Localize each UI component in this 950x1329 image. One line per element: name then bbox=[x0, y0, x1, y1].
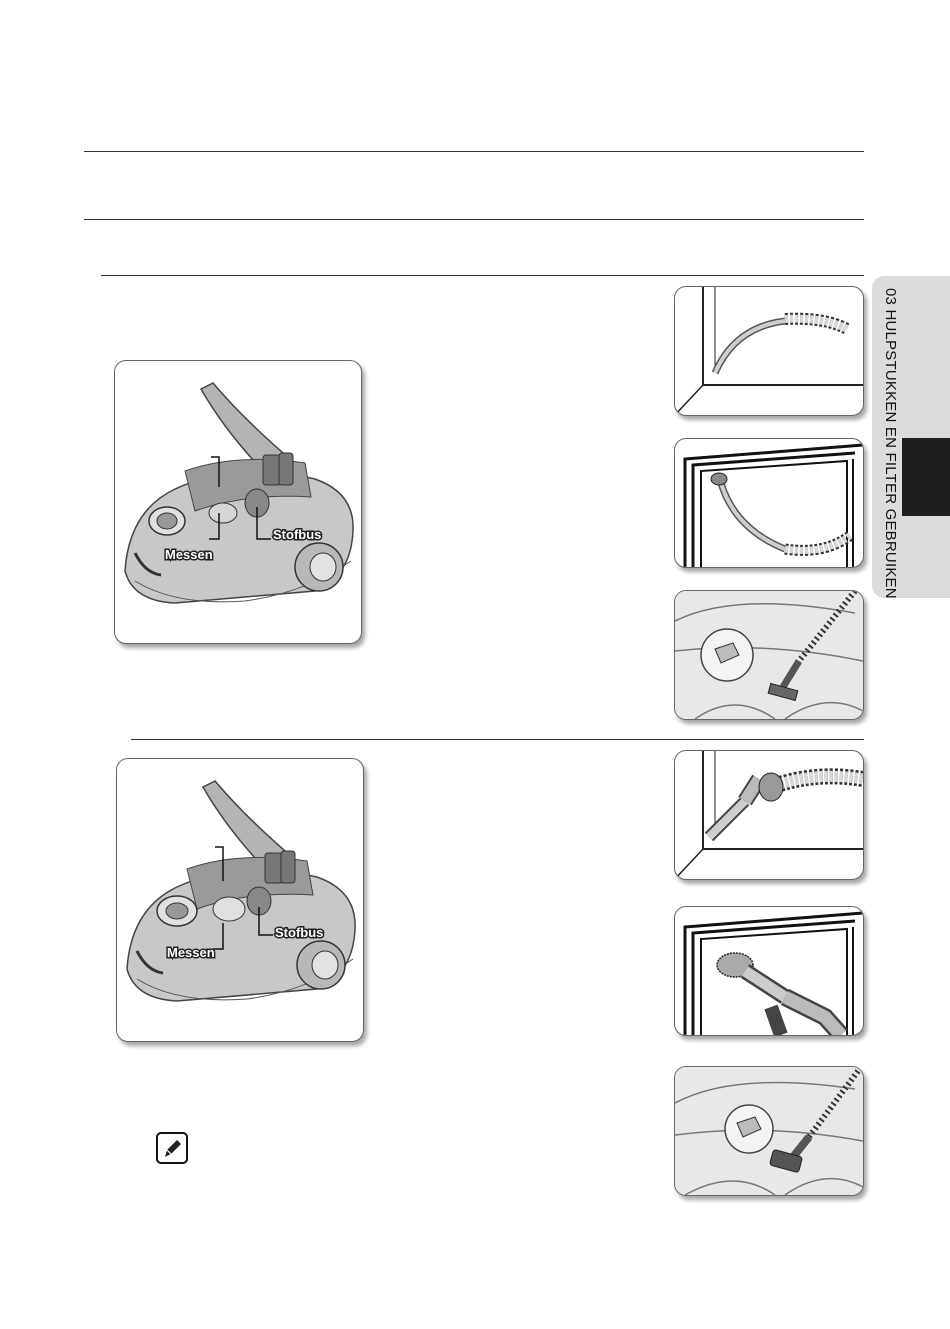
upholstery-tool-sofa-illustration-1 bbox=[674, 590, 864, 720]
crevice-tool-corner-illustration-2 bbox=[674, 750, 864, 880]
label-stofbus-top: Stofbus bbox=[273, 527, 322, 542]
header-rule-bottom bbox=[84, 219, 864, 220]
upholstery-tool-sofa-illustration-2 bbox=[674, 1066, 864, 1196]
vacuum-illustration-top bbox=[115, 361, 361, 643]
vacuum-illustration-bottom bbox=[117, 759, 363, 1041]
chapter-tab-label: 03 HULPSTUKKEN EN FILTER GEBRUIKEN bbox=[882, 288, 899, 599]
label-messen-bottom: Messen bbox=[167, 945, 215, 960]
crevice-tool-corner-illustration-1 bbox=[674, 286, 864, 416]
header-rule-top bbox=[84, 151, 864, 152]
section-rule-1 bbox=[101, 275, 864, 276]
label-stofbus-bottom: Stofbus bbox=[275, 925, 324, 940]
vacuum-figure-top bbox=[114, 360, 362, 644]
brush-tool-door-frame-illustration-1 bbox=[674, 438, 864, 568]
brush-tool-door-frame-illustration-2 bbox=[674, 906, 864, 1036]
section-rule-2 bbox=[131, 739, 864, 740]
chapter-tab-marker bbox=[902, 438, 950, 516]
note-pencil-icon bbox=[156, 1132, 188, 1164]
vacuum-figure-bottom bbox=[116, 758, 364, 1042]
label-messen-top: Messen bbox=[165, 547, 213, 562]
